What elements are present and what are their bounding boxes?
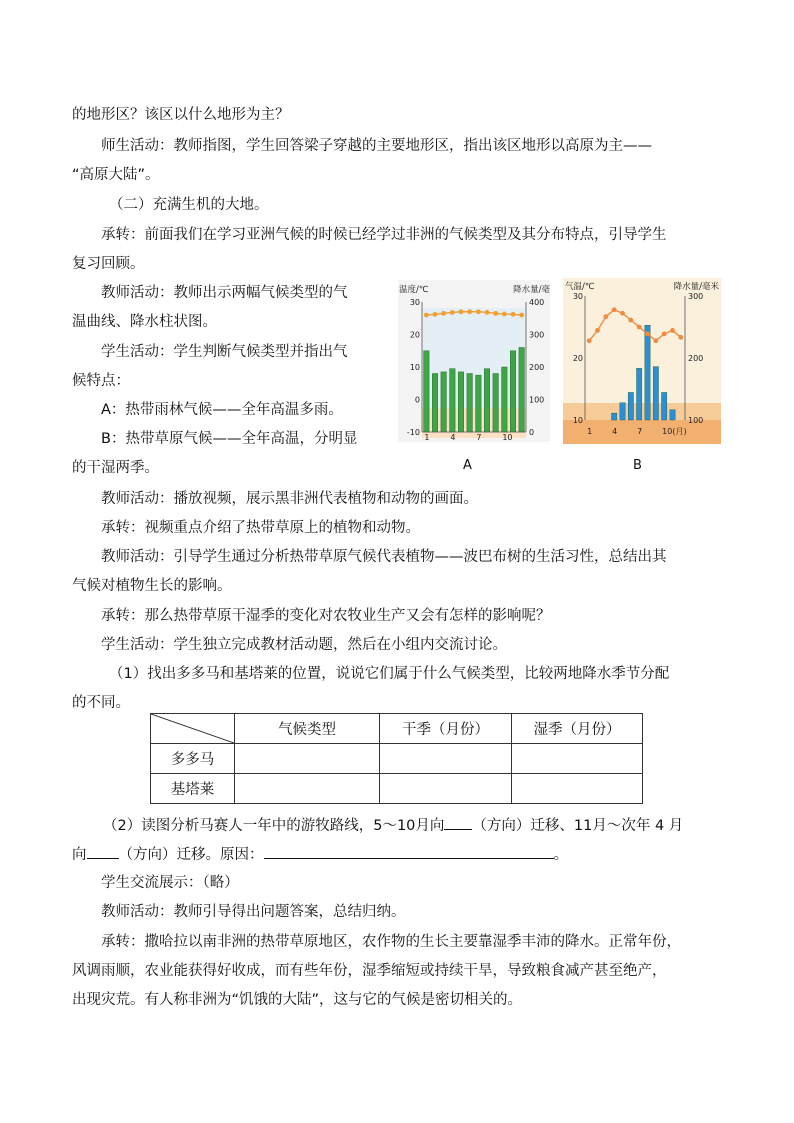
temp-tick-label: 10 <box>409 363 420 372</box>
precipitation-bar <box>458 372 464 432</box>
precipitation-bar <box>441 372 447 432</box>
table-header-cell: 干季（月份） <box>380 714 512 744</box>
temperature-point <box>628 318 633 323</box>
para-3: “高原大陆”。 <box>72 167 160 183</box>
direction-blank-1[interactable] <box>444 815 472 830</box>
para-17: 承转：那么热带草原干湿季的变化对农牧业生产又会有怎样的影响呢？ <box>101 608 551 624</box>
month-tick-label: 7 <box>476 433 482 442</box>
temperature-point <box>511 312 516 317</box>
temperature-point <box>433 312 438 317</box>
table-cell[interactable] <box>235 744 380 774</box>
temperature-point <box>459 309 464 314</box>
temperature-point <box>485 310 490 315</box>
month-tick-label: 4 <box>450 433 456 442</box>
temperature-point <box>493 311 498 316</box>
para-21: 学生交流展示：（略） <box>101 875 239 891</box>
table-header-cell: 湿季（月份） <box>512 714 643 744</box>
precip-tick-label: 400 <box>529 298 545 307</box>
temp-tick-label: -10 <box>406 428 420 437</box>
temperature-point <box>612 307 617 312</box>
table-corner-cell <box>151 714 235 744</box>
precipitation-bar <box>662 392 667 420</box>
precip-tick-label: 100 <box>529 395 545 405</box>
temp-tick-label: 0 <box>414 395 420 405</box>
chart-b-left-axis-label: 气温/℃ <box>565 282 595 292</box>
para-16: 气候对植物生长的影响。 <box>72 578 232 594</box>
question-2-line-2 <box>72 844 722 865</box>
para-18: 学生活动：学生独立完成教材活动题，然后在小组内交流讨论。 <box>101 637 507 653</box>
month-tick-label: 1 <box>587 427 593 436</box>
precipitation-bar <box>476 375 482 432</box>
table-cell[interactable] <box>235 774 380 804</box>
table-row <box>151 744 643 774</box>
temperature-point <box>595 328 600 333</box>
precipitation-bar <box>628 392 633 420</box>
month-tick-label: 10 <box>502 433 513 442</box>
precipitation-bar <box>519 348 525 433</box>
para-9: 候特点： <box>72 373 130 389</box>
para-6: 教师活动：教师出示两幅气候类型的气 <box>101 285 348 301</box>
para-4: 承转：前面我们在学习亚洲气候的时候已经学过非洲的气候类型及其分布特点，引导学生 <box>101 227 667 243</box>
precipitation-bar <box>620 403 625 420</box>
month-tick-label: 1 <box>424 433 430 442</box>
climate-chart-a <box>398 280 550 442</box>
para-20: 的不同。 <box>72 695 130 711</box>
para-5: 复习回顾。 <box>72 256 145 272</box>
para-11: B：热带草原气候——全年高温，分明显 <box>101 431 358 447</box>
precipitation-bar <box>432 374 438 433</box>
month-tick-label: 4 <box>612 427 618 436</box>
table-cell[interactable] <box>380 744 512 774</box>
temp-tick-label: 10 <box>572 416 583 425</box>
para-15: 教师活动：引导学生通过分析热带草原气候代表植物——波巴布树的生活习性，总结出其 <box>101 549 667 565</box>
precip-tick-label: 300 <box>688 292 704 301</box>
reason-blank[interactable] <box>264 844 554 859</box>
temperature-point <box>519 313 524 318</box>
table-row-label: 基塔莱 <box>151 774 235 804</box>
precipitation-bar <box>450 369 456 432</box>
para-23: 承转：撒哈拉以南非洲的热带草原地区，农作物的生长主要靠湿季丰沛的降水。正常年份， <box>101 934 681 950</box>
para-8: 学生活动：学生判断气候类型并指出气 <box>101 344 348 360</box>
precipitation-bar <box>510 351 516 432</box>
temperature-point <box>441 311 446 316</box>
chart-b-caption: B <box>633 458 642 473</box>
climate-comparison-table <box>150 713 643 804</box>
precip-tick-label: 200 <box>688 354 704 363</box>
table-cell[interactable] <box>380 774 512 804</box>
question-2-text-b: （方向）迁移、11月～次年 4 月 <box>472 818 684 834</box>
precip-tick-label: 100 <box>688 416 704 425</box>
precip-tick-label: 0 <box>529 428 535 437</box>
temperature-point <box>502 312 507 317</box>
para-19: （1）找出多多马和基塔莱的位置，说说它们属于什么气候类型，比较两地降水季节分配 <box>109 666 670 682</box>
precipitation-bar <box>502 367 508 432</box>
chart-a-right-axis-label: 降水量/毫 <box>513 285 550 295</box>
question-2-text-e: 。 <box>553 847 568 863</box>
precipitation-bar <box>467 374 473 433</box>
table-header-row <box>151 714 643 744</box>
precip-tick-label: 200 <box>529 363 545 372</box>
question-2-text-c: 向 <box>72 847 87 863</box>
chart-a-caption: A <box>463 458 472 473</box>
temp-tick-label: 20 <box>409 330 420 340</box>
temperature-point <box>467 309 472 314</box>
para-13: 教师活动：播放视频，展示黑非洲代表植物和动物的画面。 <box>101 491 478 507</box>
para-7: 温曲线、降水柱状图。 <box>72 314 217 330</box>
temperature-point <box>653 338 658 343</box>
temperature-point <box>424 313 429 318</box>
temperature-point <box>662 331 667 336</box>
chart-b-right-axis-label: 降水量/毫米 <box>673 282 719 292</box>
temperature-point <box>587 338 592 343</box>
temperature-point <box>637 325 642 330</box>
temp-tick-label: 20 <box>572 354 583 363</box>
precipitation-bar <box>645 325 650 420</box>
para-12: 的干湿两季。 <box>72 460 159 476</box>
temperature-point <box>670 328 675 333</box>
temperature-point <box>620 311 625 316</box>
temperature-point <box>476 309 481 314</box>
para-25: 出现灾荒。有人称非洲为“饥饿的大陆”，这与它的气候是密切相关的。 <box>72 992 523 1008</box>
diagonal-line <box>151 714 234 743</box>
para-10: A：热带雨林气候——全年高温多雨。 <box>101 402 343 418</box>
para-14: 承转：视频重点介绍了热带草原上的植物和动物。 <box>101 520 420 536</box>
precipitation-bar <box>424 351 430 432</box>
precip-tick-label: 300 <box>529 330 545 340</box>
precipitation-bar <box>484 369 490 432</box>
table-row <box>151 774 643 804</box>
para-2: 师生活动：教师指图，学生回答梁子穿越的主要地形区，指出该区地形以高原为主—— <box>101 138 652 154</box>
precipitation-bar <box>670 410 675 420</box>
temperature-point <box>645 331 650 336</box>
precipitation-bar <box>653 367 658 420</box>
temp-tick-label: 30 <box>572 292 583 301</box>
para-24: 风调雨顺，农业能获得好收成，而有些年份，湿季缩短或持续干旱，导致粮食减产甚至绝产， <box>72 963 667 979</box>
para-22: 教师活动：教师引导得出问题答案，总结归纳。 <box>101 904 406 920</box>
table-header-cell: 气候类型 <box>235 714 380 744</box>
climate-chart-b <box>563 278 721 444</box>
temperature-point <box>603 314 608 319</box>
direction-blank-2[interactable] <box>87 844 119 859</box>
question-2-text-a: （2）读图分析马赛人一年中的游牧路线，5～10月向 <box>103 818 445 834</box>
question-2-text-d: （方向）迁移。原因： <box>118 847 264 863</box>
temp-tick-label: 30 <box>409 298 420 307</box>
month-tick-label: 7 <box>637 427 643 436</box>
month-tick-label: 10(月) <box>662 427 687 436</box>
para-1: 的地形区？该区以什么地形为主？ <box>72 107 290 123</box>
chart-a-left-axis-label: 温度/℃ <box>399 285 429 295</box>
precipitation-bar <box>612 413 617 420</box>
temperature-point <box>450 310 455 315</box>
precipitation-bar <box>493 374 499 433</box>
table-cell[interactable] <box>512 744 643 774</box>
table-cell[interactable] <box>512 774 643 804</box>
table-row-label: 多多马 <box>151 744 235 774</box>
section-heading: （二）充满生机的大地。 <box>109 197 269 213</box>
precipitation-bar <box>637 368 642 420</box>
question-2-line-1 <box>103 815 723 836</box>
temperature-point <box>678 335 683 340</box>
